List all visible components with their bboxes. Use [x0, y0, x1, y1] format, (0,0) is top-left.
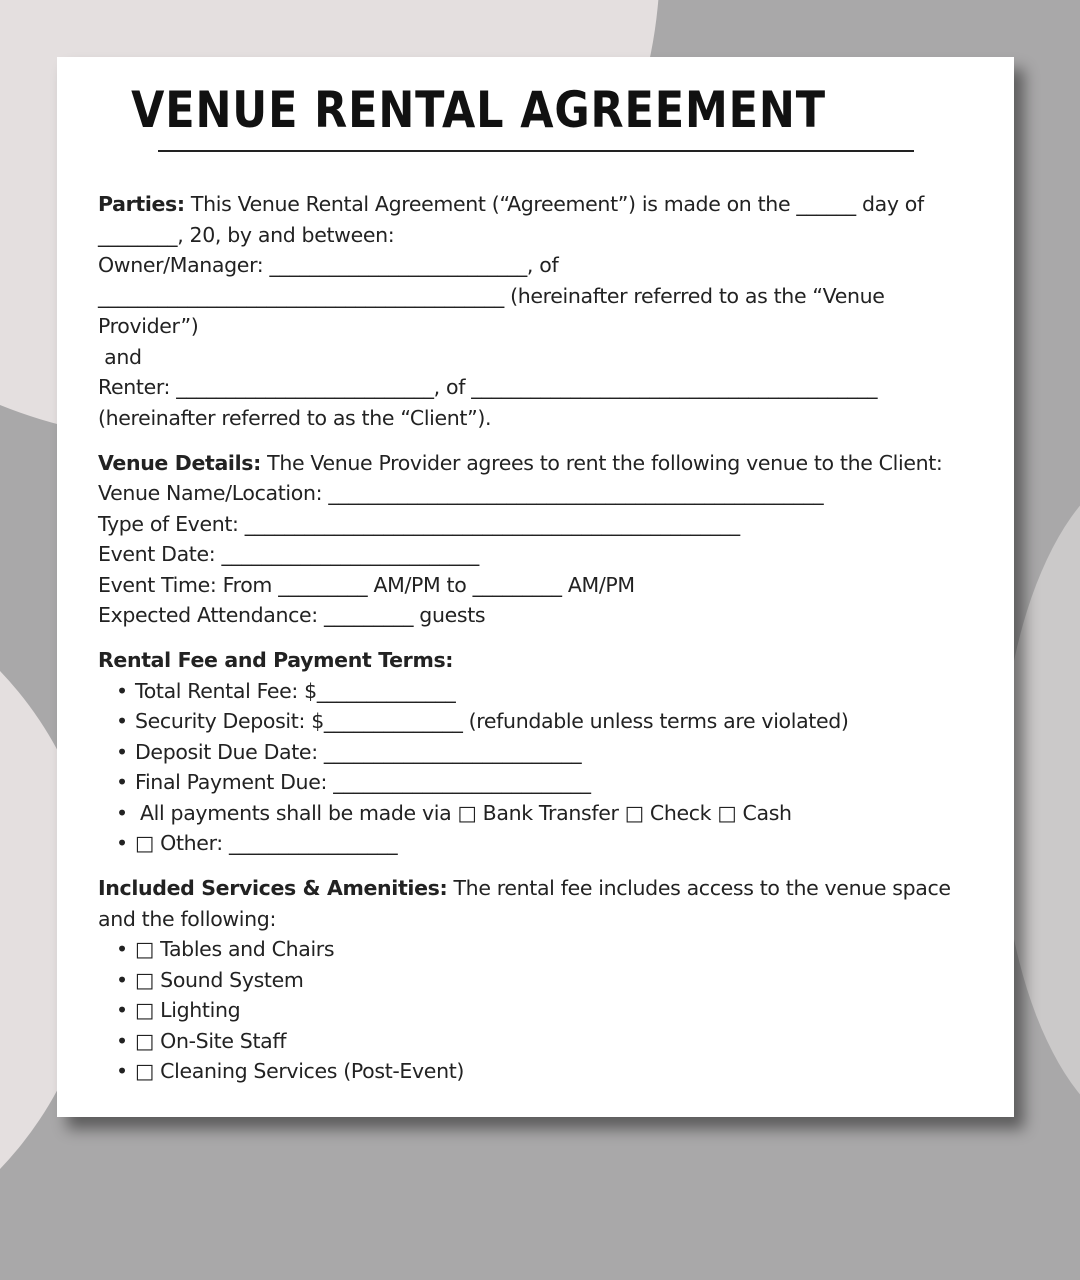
list-item [98, 676, 968, 707]
list-item [98, 798, 968, 829]
parties-line-1 [98, 189, 968, 220]
list-item [98, 965, 968, 996]
bullet-icon: • [116, 1059, 128, 1083]
lighting-text: □ Lighting [135, 998, 241, 1022]
services-line-1 [98, 873, 968, 904]
venue-name-line: Venue Name/Location: __________________________________________________ [98, 481, 824, 505]
parties-heading: Parties: [98, 192, 185, 216]
venue-details-intro: The Venue Provider agrees to rent the following venue to the Client: [260, 450, 943, 475]
attendance-line: Expected Attendance: _________ guests [98, 603, 486, 627]
services-section [98, 873, 968, 1087]
parties-line-2: ________, 20, by and between: [98, 222, 395, 247]
bullet-icon: • [116, 998, 128, 1022]
bullet-icon: • [116, 739, 128, 764]
title-underline [158, 150, 914, 152]
rental-fee-heading-line [98, 645, 968, 676]
list-item [98, 706, 968, 737]
list-item [98, 934, 968, 965]
list-item [98, 737, 968, 768]
payment-methods-text: All payments shall be made via □ Bank Transfer □ Check □ Cash [140, 800, 792, 825]
cleaning-services-text: □ Cleaning Services (Post-Event) [135, 1059, 465, 1083]
list-item [98, 1026, 968, 1057]
event-time-line: Event Time: From _________ AM/PM to _________ AM/PM [98, 572, 635, 597]
renter-line: Renter: __________________________, of _________________________________________ [98, 375, 878, 399]
deposit-due-text: Deposit Due Date: __________________________ [135, 739, 582, 764]
owner-manager-line: Owner/Manager: __________________________, of [98, 253, 559, 277]
bullet-icon: • [116, 709, 128, 733]
bullet-icon: • [116, 1028, 128, 1053]
venue-details-heading: Venue Details: [98, 450, 261, 475]
rental-fee-list [98, 676, 968, 859]
tables-chairs-text: □ Tables and Chairs [135, 937, 335, 961]
rental-fee-section [98, 645, 968, 859]
event-date-line: Event Date: __________________________ [98, 542, 479, 566]
venue-details-line-1 [98, 448, 968, 479]
sound-system-text: □ Sound System [135, 967, 304, 992]
onsite-staff-text: □ On-Site Staff [135, 1028, 287, 1053]
bullet-icon: • [116, 937, 128, 961]
bullet-icon: • [116, 967, 128, 992]
bullet-icon: • [116, 770, 128, 794]
bullet-icon: • [116, 831, 128, 855]
event-type-line: Type of Event: __________________________________________________ [98, 511, 740, 536]
list-item [98, 767, 968, 798]
venue-details-section [98, 448, 968, 631]
services-line-2: and the following: [98, 906, 277, 931]
other-payment-text: □ Other: _________________ [135, 831, 398, 855]
client-line: (hereinafter referred to as the “Client”). [98, 405, 492, 430]
bullet-icon: • [116, 800, 128, 825]
venue-provider-line: Provider”) [98, 314, 199, 338]
and-line: and [98, 344, 142, 369]
services-list [98, 934, 968, 1087]
services-heading: Included Services & Amenities: [98, 876, 448, 900]
final-payment-text: Final Payment Due: __________________________ [135, 770, 591, 794]
parties-intro: This Venue Rental Agreement (“Agreement”) is made on the ______ day of [184, 192, 924, 216]
parties-section [98, 189, 968, 433]
document-title: VENUE RENTAL AGREEMENT [131, 81, 826, 139]
bullet-icon: • [116, 678, 128, 703]
list-item [98, 995, 968, 1026]
services-intro: The rental fee includes access to the venue space [447, 876, 951, 900]
document-body [98, 189, 968, 1101]
list-item [98, 1056, 968, 1087]
security-deposit-text: Security Deposit: $______________ (refundable unless terms are violated) [135, 709, 849, 733]
owner-address-line: _________________________________________ (hereinafter referred to as the “Venue [98, 283, 885, 308]
rental-fee-heading: Rental Fee and Payment Terms: [98, 648, 454, 672]
list-item [98, 828, 968, 859]
total-fee-text: Total Rental Fee: $______________ [135, 678, 456, 703]
